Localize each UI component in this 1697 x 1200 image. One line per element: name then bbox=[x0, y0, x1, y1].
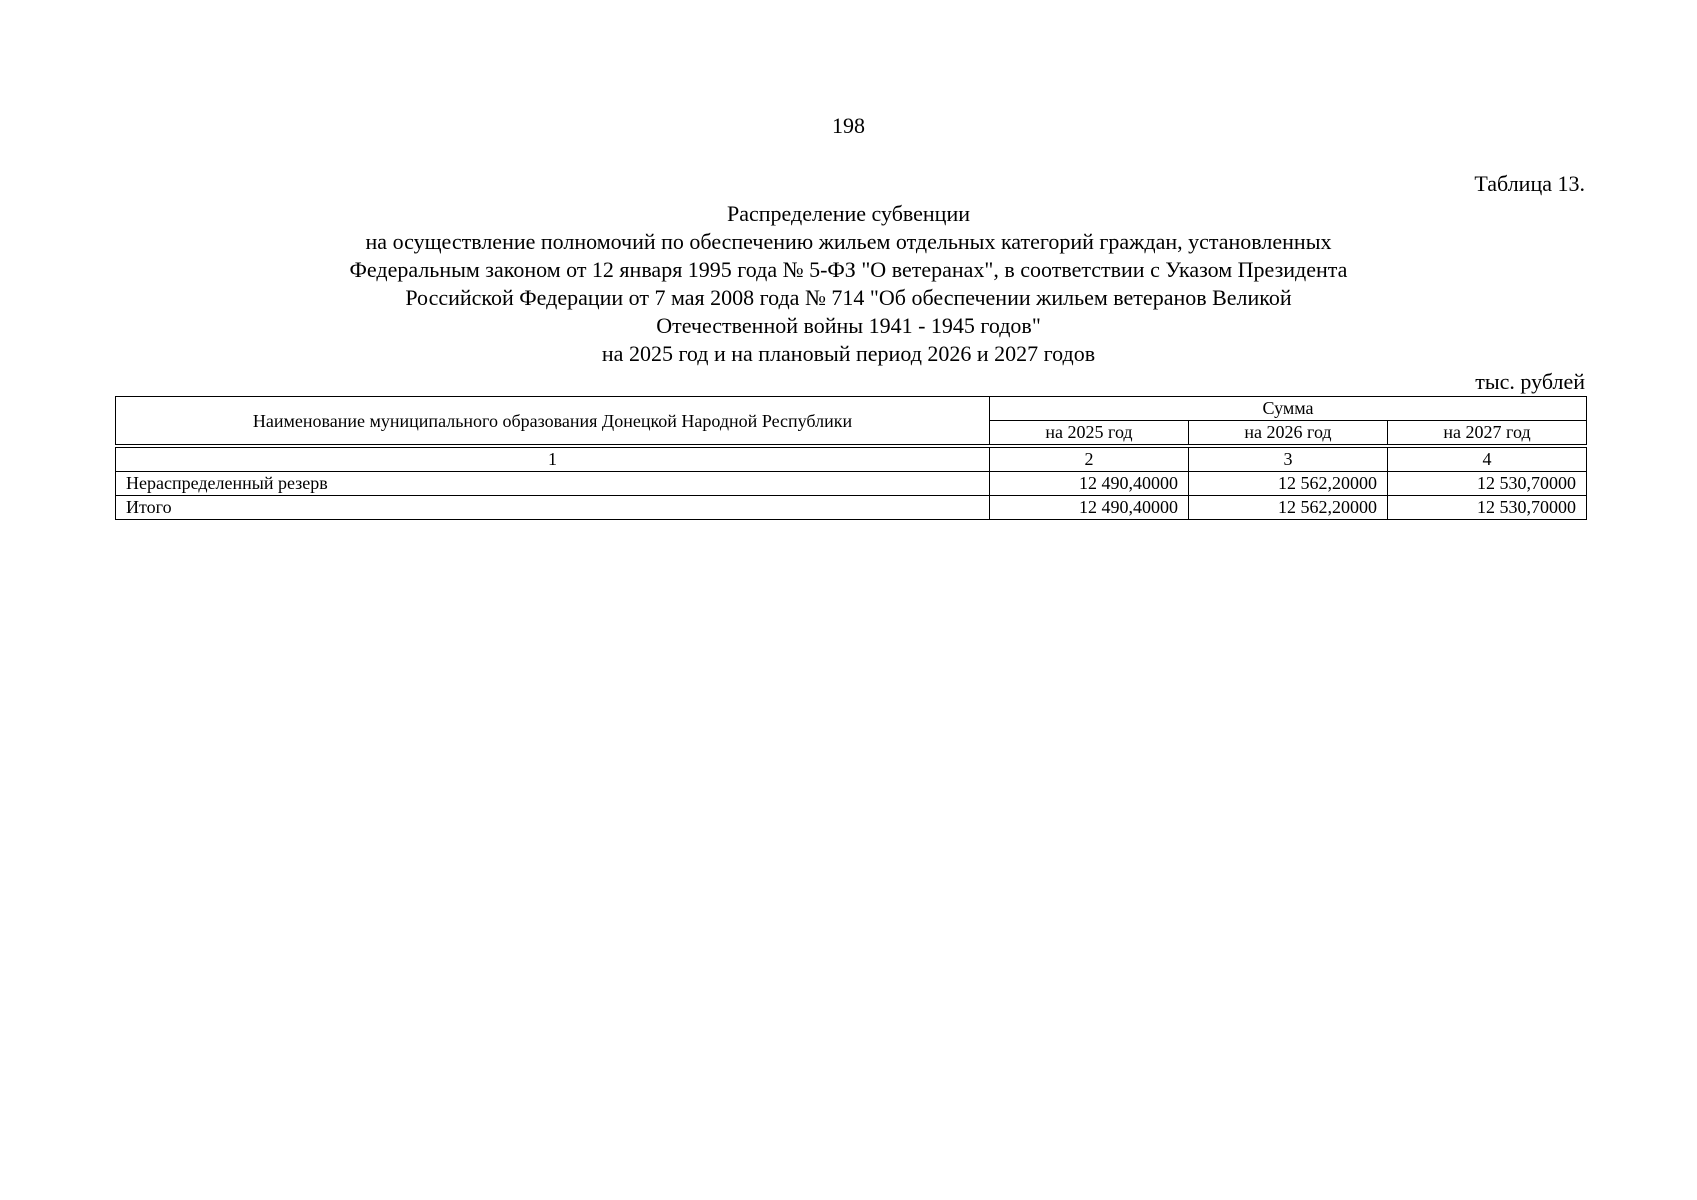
row-value-2026: 12 562,20000 bbox=[1189, 472, 1388, 496]
column-number: 1 bbox=[116, 446, 990, 472]
column-header-2027: на 2027 год bbox=[1388, 421, 1587, 447]
column-number: 2 bbox=[990, 446, 1189, 472]
subvention-table bbox=[115, 396, 1586, 520]
table-row-total bbox=[116, 496, 1587, 520]
column-number: 4 bbox=[1388, 446, 1587, 472]
title-line: Отечественной войны 1941 - 1945 годов" bbox=[656, 313, 1041, 338]
column-number: 3 bbox=[1189, 446, 1388, 472]
title-line: на осуществление полномочий по обеспечению жильем отдельных категорий граждан, установленных bbox=[365, 229, 1332, 254]
column-number-row bbox=[116, 446, 1587, 472]
row-value-2025: 12 490,40000 bbox=[990, 472, 1189, 496]
column-header-2026: на 2026 год bbox=[1189, 421, 1388, 447]
row-value-2026: 12 562,20000 bbox=[1189, 496, 1388, 520]
table-row bbox=[116, 472, 1587, 496]
row-value-2027: 12 530,70000 bbox=[1388, 496, 1587, 520]
units-label: тыс. рублей bbox=[1475, 369, 1585, 394]
title-line: Федеральным законом от 12 января 1995 года № 5-ФЗ "О ветеранах", в соответствии с Указом Президента bbox=[349, 257, 1348, 282]
header-row bbox=[116, 397, 1587, 421]
title-line: Распределение субвенции bbox=[726, 201, 971, 226]
table-label: Таблица 13. bbox=[1474, 171, 1585, 196]
document-title bbox=[150, 200, 1547, 368]
title-line: на 2025 год и на плановый период 2026 и 2027 годов bbox=[601, 341, 1096, 366]
column-header-2025: на 2025 год bbox=[990, 421, 1189, 447]
row-name: Итого bbox=[116, 496, 990, 520]
row-value-2027: 12 530,70000 bbox=[1388, 472, 1587, 496]
page-number: 198 bbox=[832, 113, 865, 138]
row-value-2025: 12 490,40000 bbox=[990, 496, 1189, 520]
column-header-sum: Сумма bbox=[990, 397, 1587, 421]
title-line: Российской Федерации от 7 мая 2008 года № 714 "Об обеспечении жильем ветеранов Великой bbox=[405, 285, 1292, 310]
row-name: Нераспределенный резерв bbox=[116, 472, 990, 496]
data-table bbox=[115, 396, 1587, 520]
column-header-name: Наименование муниципального образования Донецкой Народной Республики bbox=[116, 397, 990, 447]
